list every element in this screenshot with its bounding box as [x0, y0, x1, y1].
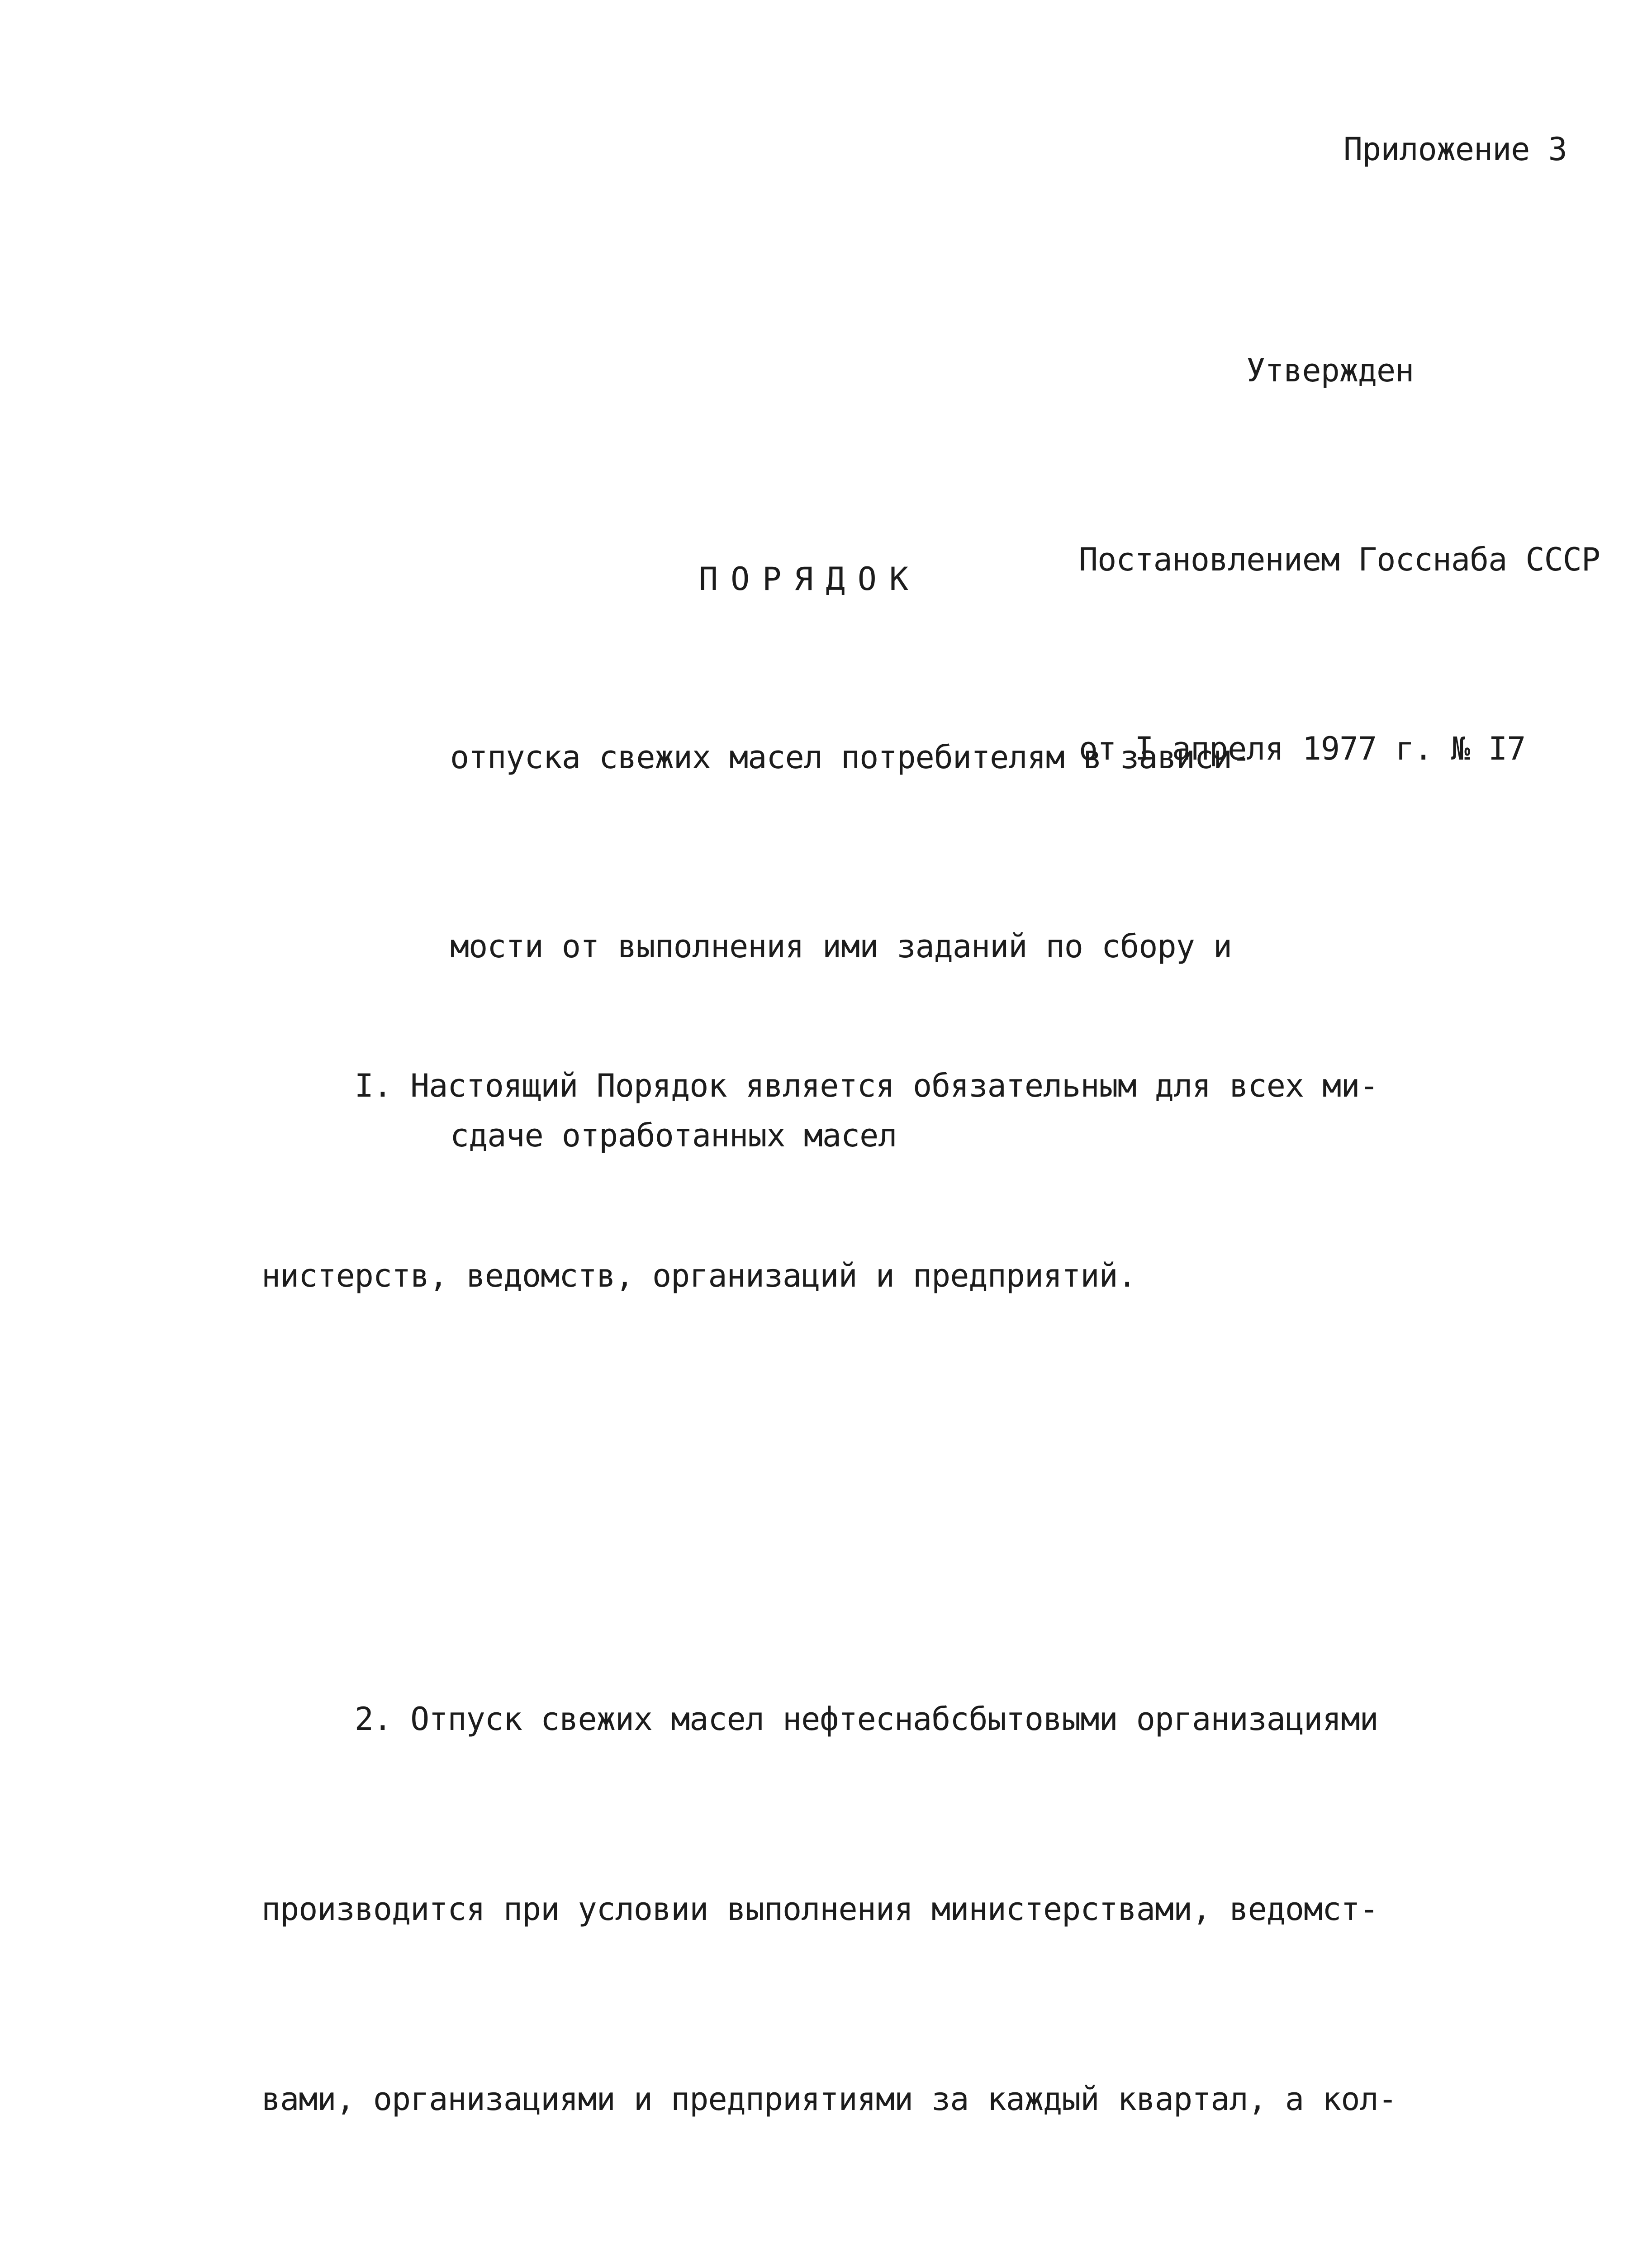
- document-heading: ПОРЯДОК: [699, 561, 921, 598]
- document-body: [261, 801, 1619, 2262]
- paragraph-line: нистерств, ведомств, организаций и предприятий.: [261, 1257, 1136, 1294]
- paragraph-2: [261, 1561, 1619, 2262]
- paragraph-line: 2. Отпуск свежих масел нефтеснабсбытовыми организациями: [261, 1701, 1378, 1738]
- subtitle-line: отпуска свежих масел потребителям в зависи-: [450, 739, 1251, 776]
- paragraph-line: I. Настоящий Порядок является обязательным для всех ми-: [261, 1067, 1378, 1104]
- appendix-label: Приложение 3: [1343, 131, 1567, 168]
- paragraph-line: вами, организациями и предприятиями за каждый квартал, а кол-: [261, 2081, 1397, 2118]
- subtitle-line: мости от выполнения ими заданий по сбору и: [450, 928, 1232, 965]
- paragraph-line: производится при условии выполнения министерствами, ведомст-: [261, 1891, 1378, 1928]
- approval-line: от I апреля 1977 г. № I7: [1079, 730, 1526, 767]
- approval-line: Постановлением Госснаба СССР: [1079, 541, 1600, 578]
- paragraph-line: [261, 2257, 1619, 2262]
- approval-line: Утвержден: [1246, 352, 1414, 389]
- subtitle-line: сдаче отработанных масел: [450, 1117, 897, 1154]
- paragraph-1: [261, 927, 1619, 1434]
